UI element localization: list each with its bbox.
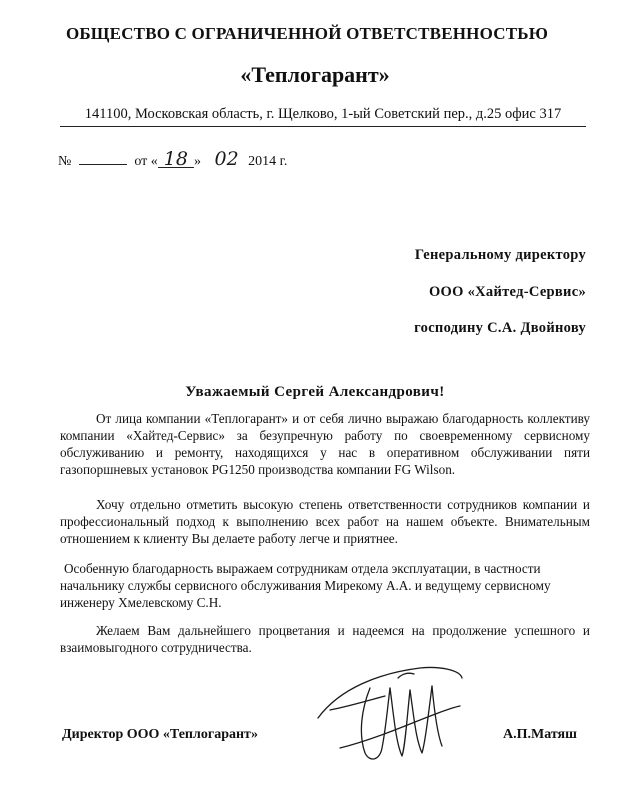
year: 2014 г. bbox=[248, 154, 288, 169]
salutation: Уважаемый Сергей Александрович! bbox=[185, 384, 445, 400]
paragraph-responsibility: Хочу отдельно отметить высокую степень ответственности сотрудников компании и профессиональный подход к выполнению всех работ на нашем объекте. Внимательным отношением к клиенту Вы делаете работу легче и приятнее. bbox=[60, 497, 590, 546]
addressee-person: господину С.А. Двойнову bbox=[414, 320, 586, 336]
paragraph-gratitude: От лица компании «Теплогарант» и от себя лично выражаю благодарность коллективу компании «Хайтед-Сервис» за безупречную работу по своевременному сервисному обслуживанию и ремонту, находящихся у нас в оперативном обслуживании пяти газопоршневых установок PG1250 производства компании FG Wilson. bbox=[60, 411, 590, 477]
handwritten-signature bbox=[310, 648, 470, 768]
number-label: № bbox=[58, 154, 72, 169]
signatory-name: А.П.Матяш bbox=[503, 727, 577, 742]
paragraph-staff: Особенную благодарность выражаем сотрудникам отдела эксплуатации, в частности начальнику службы сервисного обслуживания Мирекому А.А. и ведущему сервисному инженеру Хмелевскому С.Н. bbox=[60, 561, 551, 610]
handwritten-month: 02 bbox=[214, 148, 239, 170]
paragraph-wishes: Желаем Вам дальнейшего процветания и надеемся на продолжение успешного и взаимовыгодного сотрудничества. bbox=[60, 623, 590, 655]
close-quote: » bbox=[193, 154, 201, 169]
addressee-position: Генеральному директору bbox=[414, 247, 586, 263]
addressee-company: ООО «Хайтед-Сервис» bbox=[428, 284, 586, 300]
signatory-role: Директор ООО «Теплогарант» bbox=[62, 727, 258, 742]
organization-type: ОБЩЕСТВО С ОГРАНИЧЕННОЙ ОТВЕТСТВЕННОСТЬЮ bbox=[65, 24, 549, 43]
handwritten-day: 18 bbox=[158, 151, 194, 168]
reference-line bbox=[58, 150, 287, 170]
company-name: «Теплогарант» bbox=[240, 62, 390, 87]
from-label: от « bbox=[134, 154, 158, 169]
number-blank bbox=[79, 150, 127, 165]
company-address: 141100, Московская область, г. Щелково, 1-ый Советский пер., д.25 офис 317 bbox=[60, 106, 586, 127]
